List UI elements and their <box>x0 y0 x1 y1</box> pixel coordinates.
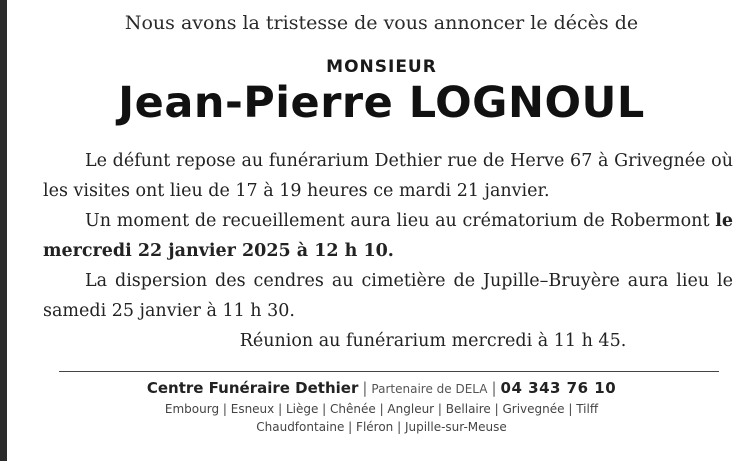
ceremony-date: le mercredi 22 janvier 2025 à 12 h 10. <box>43 211 733 261</box>
notice-body <box>43 146 733 356</box>
company-name: Centre Funéraire Dethier <box>146 379 359 397</box>
deceased-name: Jean-Pierre LOGNOUL <box>118 78 645 128</box>
left-border-bar <box>0 0 7 461</box>
honorific-title: MONSIEUR <box>326 57 437 77</box>
separator: | <box>362 379 368 397</box>
paragraph-visitation: Le défunt repose au funérarium Dethier rue de Herve 67 à Grivegnée où les visites ont lieu de 17 à 19 heures ce mardi 21 janvier. <box>43 151 733 201</box>
footer-divider <box>59 371 719 372</box>
phone-number: 04 343 76 10 <box>500 379 617 397</box>
paragraph-reunion: Réunion au funérarium mercredi à 11 h 45. <box>239 331 627 351</box>
paragraph-ceremony <box>43 206 733 266</box>
towns-line-2: Chaudfontaine | Fléron | Jupille-sur-Meuse <box>256 420 507 434</box>
ceremony-text: Un moment de recueillement aura lieu au crématorium de Robermont <box>85 211 716 231</box>
funeral-home-footer <box>7 377 756 436</box>
partner-label: Partenaire de DELA <box>371 382 488 396</box>
separator: | <box>491 379 497 397</box>
intro-line: Nous avons la tristesse de vous annoncer le décès de <box>124 12 639 34</box>
death-notice-card <box>7 0 756 461</box>
paragraph-dispersal: La dispersion des cendres au cimetière de Jupille–Bruyère aura lieu le samedi 25 janvier à 11 h 30. <box>43 271 733 321</box>
towns-line-1: Embourg | Esneux | Liège | Chênée | Angleur | Bellaire | Grivegnée | Tilff <box>164 402 599 416</box>
footer-main-line <box>7 377 756 400</box>
